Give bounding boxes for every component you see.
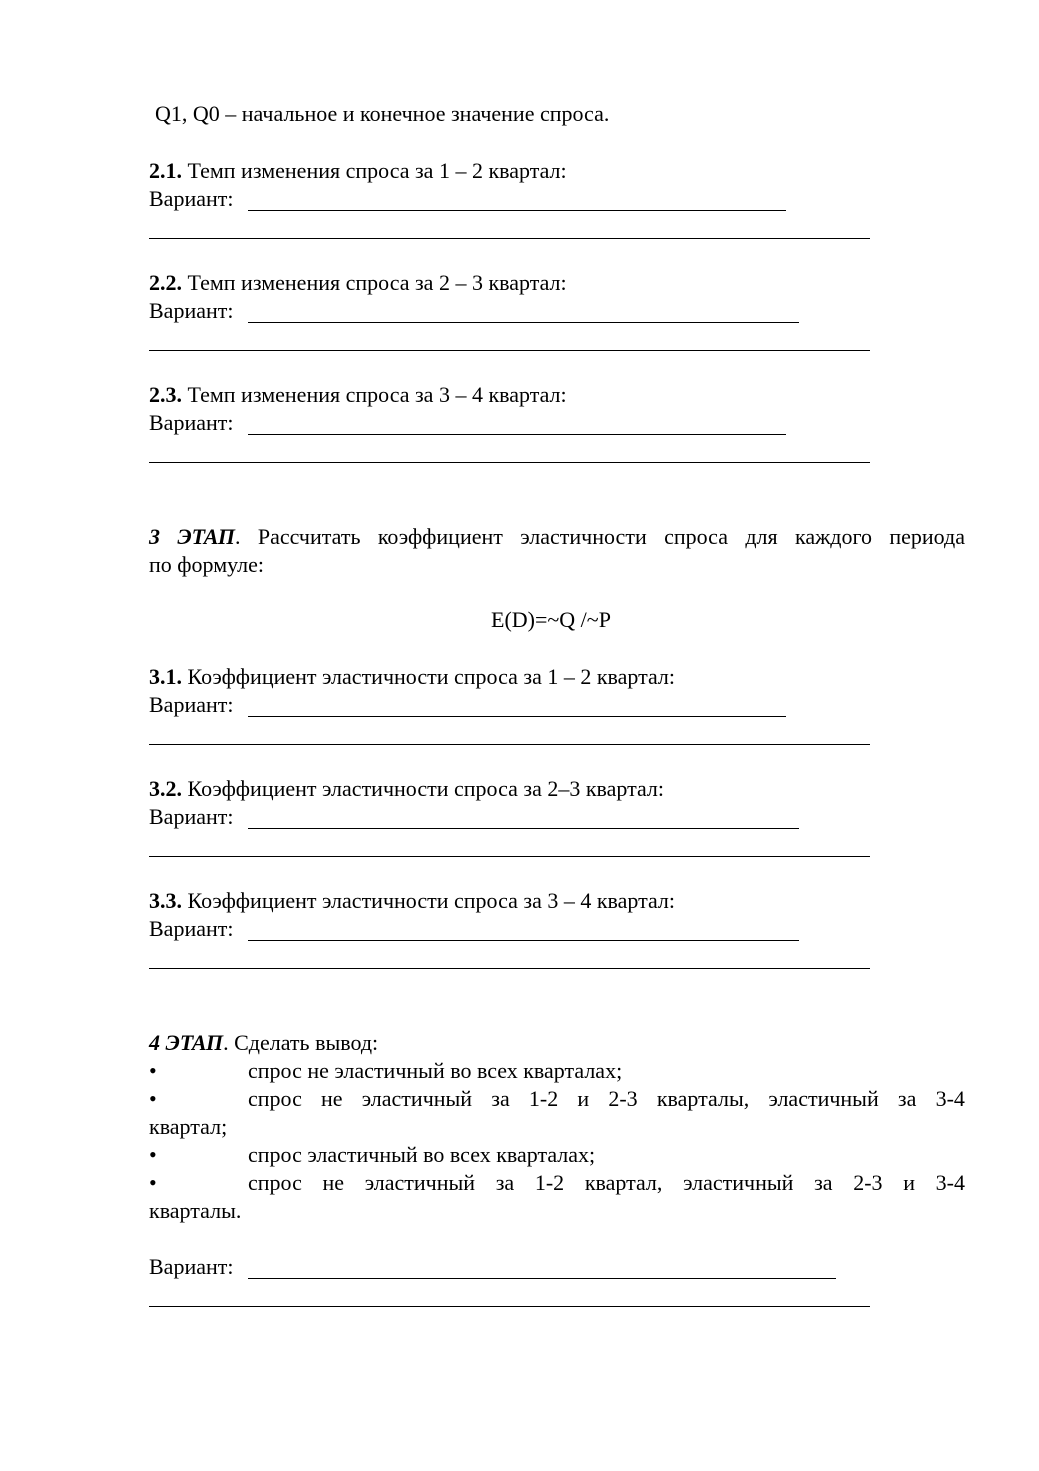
word: эластичный [768,1086,879,1111]
option-3-text: спрос эластичный во всех кварталах; [248,1142,596,1167]
item-3-3-answer-line-2[interactable] [149,968,870,969]
bullet-icon: • [149,1170,157,1195]
word: 2-3 [608,1086,638,1111]
final-answer-label: Вариант: [149,1254,234,1279]
item-title: Коэффициент эластичности спроса за 3 – 4 квартал: [182,888,676,913]
final-answer-line-2[interactable] [149,1306,870,1307]
word: за [814,1170,833,1195]
item-number: 3.1. [149,664,182,689]
item-3-2-answer-line-2[interactable] [149,856,870,857]
bullet-icon: • [149,1142,157,1167]
word: не [322,1170,345,1195]
word: спроса [664,524,728,549]
item-2-1-answer-line-2[interactable] [149,238,870,239]
item-3-3-answer-field[interactable] [248,940,799,941]
intro-text: Q1, Q0 – начальное и конечное значение спроса. [155,101,610,126]
item-number: 3.3. [149,888,182,913]
option-4-text [248,1169,965,1197]
stage-3-heading-word: ЭТАП. [177,524,241,549]
stage-4-intro [149,1029,378,1057]
item-3-2-answer-label: Вариант: [149,804,234,829]
word: эластичный [364,1170,476,1195]
item-3-1-heading [149,663,675,691]
item-2-2-answer-label: Вариант: [149,298,234,323]
option-2-text [248,1085,965,1113]
word: каждого [794,524,872,549]
word: эластичный [683,1170,794,1195]
stage-4-heading: 4 ЭТАП [149,1030,224,1055]
word: спрос [248,1086,302,1111]
item-2-3-answer-line-2[interactable] [149,462,870,463]
word: 3-4 [935,1086,965,1111]
item-title: Коэффициент эластичности спроса за 2–3 квартал: [182,776,665,801]
item-3-2-answer-field[interactable] [248,828,799,829]
word: эластичный [361,1086,473,1111]
item-3-1-answer-field[interactable] [248,716,786,717]
stage-4-text: . Сделать вывод: [223,1030,379,1055]
word: квартал, [584,1170,663,1195]
word: кварталы, [656,1086,750,1111]
item-number: 2.1. [149,158,182,183]
word: 1-2 [528,1086,559,1111]
word: за [491,1086,510,1111]
item-2-3-answer-label: Вариант: [149,410,234,435]
item-3-1-answer-line-2[interactable] [149,744,870,745]
item-3-2-heading [149,775,664,803]
word: 3-4 [935,1170,965,1195]
item-title: Темп изменения спроса за 2 – 3 квартал: [182,270,567,295]
option-1-text: спрос не эластичный во всех кварталах; [248,1058,623,1083]
word: 2-3 [853,1170,883,1195]
word: для [745,524,778,549]
word: коэффициент [377,524,503,549]
item-3-3-heading [149,887,675,915]
option-4-text-cont: кварталы. [149,1198,242,1223]
word: 1-2 [534,1170,565,1195]
item-2-3-answer-field[interactable] [248,434,786,435]
stage-3-intro-line-2: по формуле: [149,552,265,577]
stage-3-heading-num: 3 [149,524,160,549]
item-number: 3.2. [149,776,182,801]
word: периода [889,524,965,549]
item-2-1-answer-field[interactable] [248,210,786,211]
word: и [577,1086,590,1111]
word: и [903,1170,915,1195]
bullet-icon: • [149,1086,157,1111]
word: эластичности [520,524,647,549]
word: за [495,1170,515,1195]
option-2-text-cont: квартал; [149,1114,228,1139]
item-2-1-heading [149,157,567,185]
item-2-3-heading [149,381,567,409]
formula: E(D)=~Q /~P [491,607,611,632]
item-title: Темп изменения спроса за 3 – 4 квартал: [182,382,567,407]
bullet-icon: • [149,1058,157,1083]
word: не [321,1086,343,1111]
word: спрос [248,1170,302,1195]
item-number: 2.3. [149,382,182,407]
item-number: 2.2. [149,270,182,295]
item-2-2-answer-field[interactable] [248,322,799,323]
word: Рассчитать [257,524,361,549]
final-answer-field[interactable] [248,1278,836,1279]
stage-3-intro-line-1 [149,523,965,551]
item-title: Коэффициент эластичности спроса за 1 – 2 квартал: [182,664,676,689]
item-2-2-answer-line-2[interactable] [149,350,870,351]
item-3-3-answer-label: Вариант: [149,916,234,941]
item-2-1-answer-label: Вариант: [149,186,234,211]
item-3-1-answer-label: Вариант: [149,692,234,717]
word: за [897,1086,917,1111]
item-title: Темп изменения спроса за 1 – 2 квартал: [182,158,567,183]
item-2-2-heading [149,269,567,297]
